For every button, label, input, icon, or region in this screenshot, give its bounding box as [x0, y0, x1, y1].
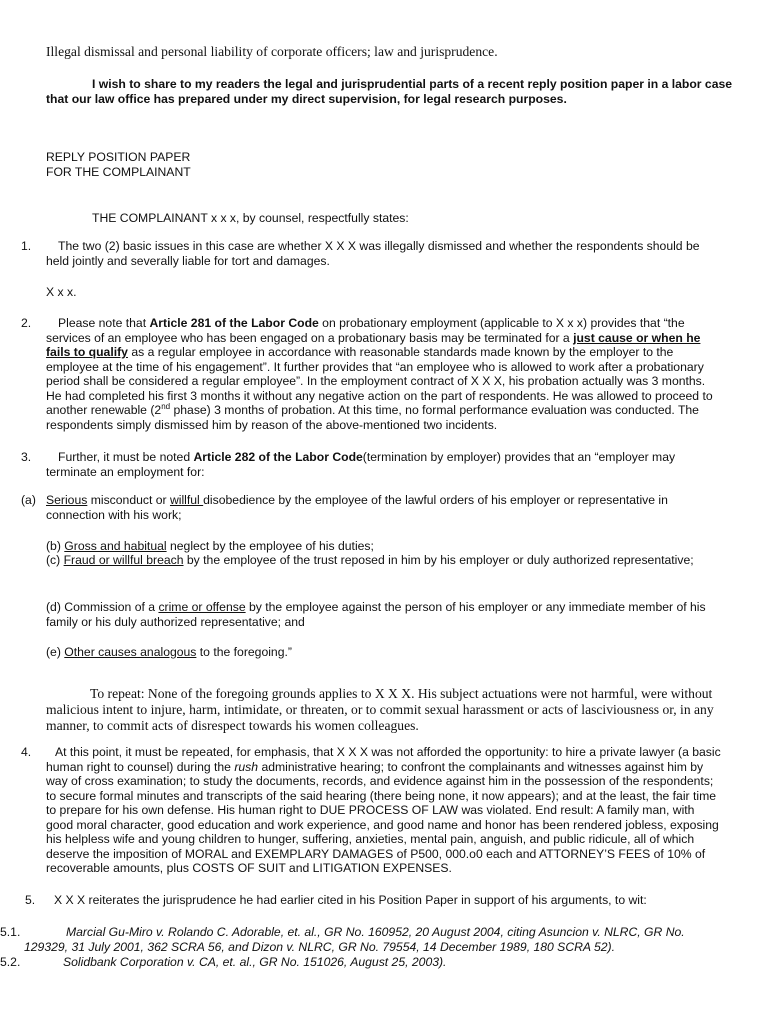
p4-text: At this point, it must be repeated, for emphasis, that X X X was not afforded the opportunity: to hire a private lawyer (a basic human right to counsel) during the rush administrative hearing; to confront the complainants and witnesses against him by way of cross examination; to study the documents, records, and evidence against him in the possession of the respondents; to secure formal minutes and transcripts of the said hearing (there being none, it now appears); and at the least, the fair time to prepare for his own defense. His human right to DUE PROCESS OF LAW was violated. End result: A family man, with good moral character, good education and work experience, and good name and honor has been rendered jobless, exposing his helpless wife and young children to hunger, suffering, anxieties, mental pain, anguish, and public ridicule, all of which deserve the imposition of MORAL and EXEMPLARY DAMAGES of P500, 000.o0 each and ATTORNEY’S FEES of 10% of recoverable amounts, plus COSTS OF SUIT and LITIGATION EXPENSES. — [46, 745, 721, 875]
citation-5-2-text: Solidbank Corporation v. CA, et. al., GR No. 151026, August 25, 2003). — [63, 955, 447, 969]
document-title: Illegal dismissal and personal liability of corporate officers; law and jurisprudence. — [46, 44, 498, 59]
p3-text: Further, it must be noted Article 282 of the Labor Code(termination by employer) provides that an “employer may terminate an employment for: — [46, 450, 676, 479]
item-c: (c) Fraud or willful breach by the employee of the trust reposed in him by his employer or duly authorized representative; — [46, 553, 694, 567]
p4-number: 4. — [21, 745, 32, 759]
p1-text: The two (2) basic issues in this case are whether X X X was illegally dismissed and whether the respondents should be held jointly and severally liable for tort and damages. — [46, 239, 700, 268]
item-a-label: (a) — [21, 493, 36, 507]
item-e: (e) Other causes analogous to the foregoing.” — [46, 645, 292, 659]
citation-5-1-number: 5.1. — [0, 925, 21, 939]
xxx-line: X x x. — [46, 285, 77, 299]
item-a-text: Serious misconduct or willful disobedience by the employee of the lawful orders of his employer or representative in connection with his work; — [46, 493, 668, 522]
citation-5-1-text: Marcial Gu-Miro v. Rolando C. Adorable, et. al., GR No. 160952, 20 August 2004, citing Asuncion v. NLRC, GR No. 129329, 31 July 2001, 362 SCRA 56, and Dizon v. NLRC, GR No. 79554, 14 December 1989, 180 SCRA 52). — [24, 925, 685, 954]
p5-number: 5. — [25, 893, 36, 907]
repeat-paragraph: To repeat: None of the foregoing grounds applies to X X X. His subject actuations were not harmful, were without malicious intent to injure, harm, intimidate, or threaten, or to commit sexual harassment or acts of lasciviousness or, in any manner, to commit acts of disrespect towards his women colleagues. — [46, 686, 714, 733]
p2-number: 2. — [21, 316, 32, 330]
heading-line-1: REPLY POSITION PAPER — [46, 150, 191, 164]
heading-line-2: FOR THE COMPLAINANT — [46, 165, 191, 179]
citation-5-2-number: 5.2. — [0, 955, 21, 969]
intro-paragraph: I wish to share to my readers the legal and jurisprudential parts of a recent reply position paper in a labor case that our law office has prepared under my direct supervision, for legal research purposes. — [46, 77, 733, 106]
opening-statement: THE COMPLAINANT x x x, by counsel, respectfully states: — [92, 211, 409, 225]
p1-number: 1. — [21, 239, 32, 253]
p2-text: Please note that Article 281 of the Labor Code on probationary employment (applicable to X x x) provides that “the services of an employee who has been engaged on a probationary basis may be terminated for a just cause or when he fails to qualify as a regular employee in accordance with reasonable standards made known by the employer to the employee at the time of his engagement”. It further provides that “an employee who is allowed to work after a probationary period shall be considered a regular employee”. In the employment contract of X X X, his probation actually was 3 months. He had completed his first 3 months it without any negative action on the part of respondents. He was allowed to proceed to another renewable (2nd phase) 3 months of probation. At this time, no formal performance evaluation was conducted. The respondents simply dismissed him by reason of the above-mentioned two incidents. — [46, 316, 713, 432]
item-d: (d) Commission of a crime or offense by the employee against the person of his employer or any immediate member of his family or his duly authorized representative; and — [46, 600, 706, 629]
p5-text: X X X reiterates the jurisprudence he had earlier cited in his Position Paper in support of his arguments, to wit: — [54, 893, 647, 907]
item-b: (b) Gross and habitual neglect by the employee of his duties; — [46, 539, 374, 553]
p3-number: 3. — [21, 450, 32, 464]
